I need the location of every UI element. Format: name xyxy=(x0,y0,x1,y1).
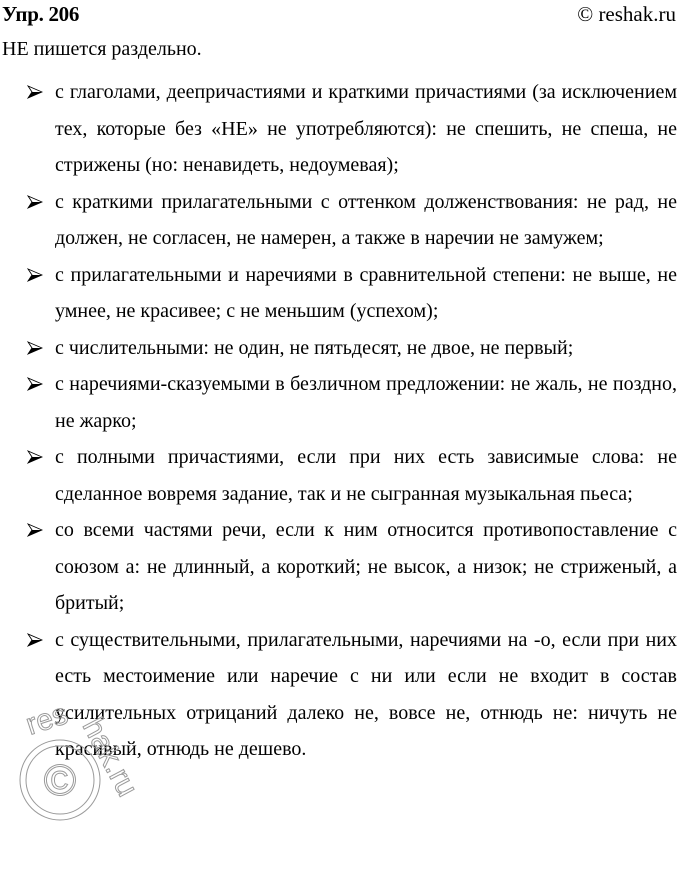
list-item xyxy=(0,622,680,768)
list-item xyxy=(0,366,680,439)
exercise-title: Упр. 206 xyxy=(2,2,80,26)
list-item-text: с наречиями-сказуемыми в безличном предложении: не жаль, не поздно, не жарко; xyxy=(55,373,677,432)
arrow-bullet-icon xyxy=(27,450,43,464)
list-item xyxy=(0,257,680,330)
svg-text:©: © xyxy=(43,756,77,805)
copyright-label: © reshak.ru xyxy=(577,2,676,26)
arrow-bullet-icon xyxy=(27,523,43,537)
arrow-bullet-icon xyxy=(27,633,43,647)
arrow-bullet-icon xyxy=(27,195,43,209)
list-item-text: с прилагательными и наречиями в сравнительной степени: не выше, не умнее, не красивее; с не меньшим (успехом); xyxy=(55,263,677,322)
page-header xyxy=(0,0,680,30)
arrow-bullet-icon xyxy=(27,341,43,355)
list-item-text: с существительными, прилагательными, наречиями на -о, если при них есть местоимение или наречие с ни или если не входит в состав усилительных отрицаний далеко не, вовсе не, отнюдь не: ничуть не красивый, отнюдь не дешево. xyxy=(55,628,677,760)
list-item-text: с числительными: не один, не пятьдесят, не двое, не первый; xyxy=(55,336,574,359)
list-item xyxy=(0,439,680,512)
arrow-bullet-icon xyxy=(27,268,43,282)
rules-list xyxy=(0,74,680,768)
list-item-text: с глаголами, деепричастиями и краткими причастиями (за исключением тех, которые без «НЕ» не употребляются): не спешить, не спеша, не стрижены (но: ненавидеть, недоумевая); xyxy=(55,81,677,176)
svg-text:res: res xyxy=(21,697,72,742)
list-item xyxy=(0,330,680,367)
intro-text: НЕ пишется раздельно. xyxy=(2,38,202,60)
list-item xyxy=(0,512,680,622)
svg-text:hak.ru: hak.ru xyxy=(75,712,145,802)
arrow-bullet-icon xyxy=(27,85,43,99)
list-item xyxy=(0,74,680,184)
list-item-text: с краткими прилагательными с оттенком долженствования: не рад, не должен, не согласен, не намерен, а также в наречии не замужем; xyxy=(55,190,677,249)
list-item-text: с полными причастиями, если при них есть зависимые слова: не сделанное вовремя задание, так и не сыгранная музыкальная пьеса; xyxy=(55,446,677,505)
list-item-text: со всеми частями речи, если к ним относится противопоставление с союзом а: не длинный, а короткий; не высок, а низок; не стриженый, а бритый; xyxy=(55,519,677,614)
list-item xyxy=(0,184,680,257)
arrow-bullet-icon xyxy=(27,377,43,391)
